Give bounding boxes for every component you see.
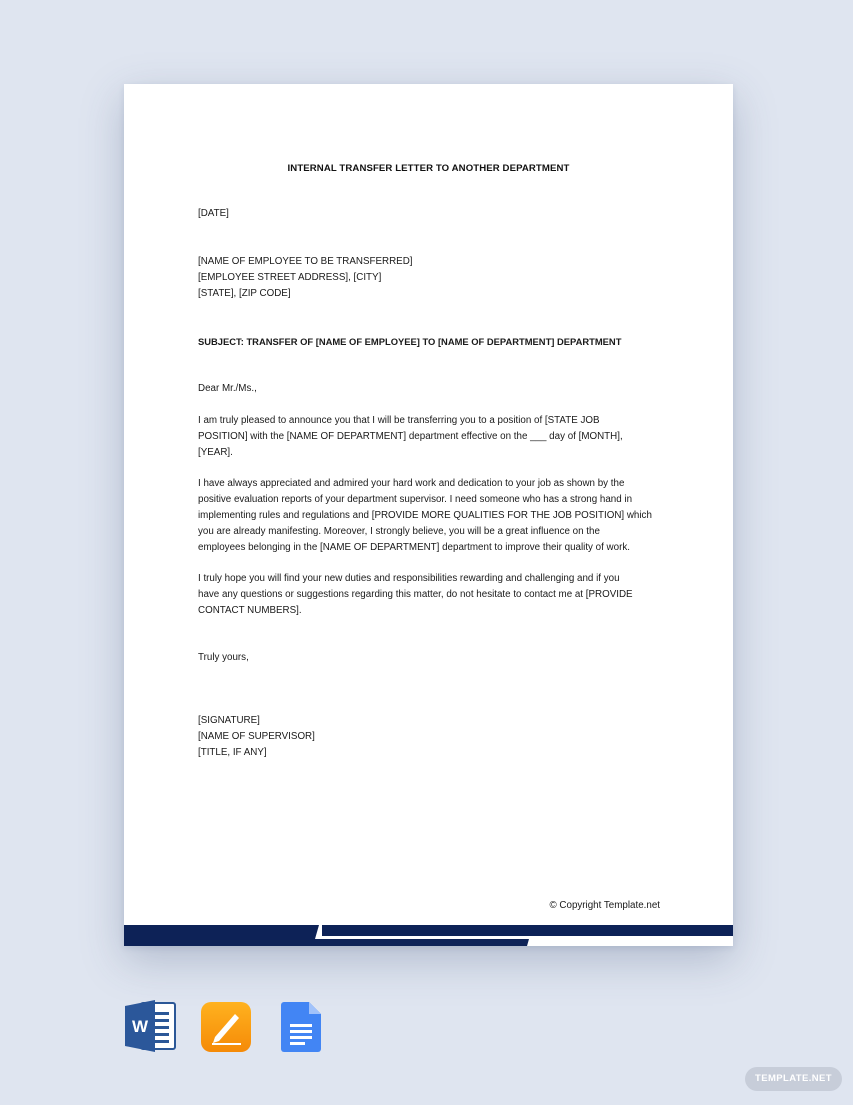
recipient-address: [198, 254, 668, 302]
closing: [198, 650, 668, 666]
paragraph-line: [YEAR].: [198, 447, 233, 458]
date-text: [DATE]: [198, 208, 229, 219]
paragraph-line: employees belonging in the [NAME OF DEPARTMENT] department to improve their quality of work.: [198, 542, 630, 553]
recipient-line: [STATE], [ZIP CODE]: [198, 288, 291, 299]
copyright-notice: © Copyright Template.net: [549, 900, 660, 911]
paragraph-line: CONTACT NUMBERS].: [198, 605, 302, 616]
closing-text: Truly yours,: [198, 652, 249, 663]
paragraph-1: [198, 413, 668, 461]
paragraph-line: I truly hope you will find your new duties and responsibilities rewarding and challenging and if you: [198, 573, 620, 584]
footer-band-right: [322, 925, 733, 936]
document-page: [124, 84, 733, 946]
paragraph-3: [198, 571, 668, 619]
signature-line: [TITLE, IF ANY]: [198, 747, 267, 758]
paragraph-line: implementing rules and regulations and [PROVIDE MORE QUALITIES FOR THE JOB POSITION] which: [198, 510, 652, 521]
template-net-logo: TEMPLATE.NET: [745, 1067, 842, 1091]
recipient-line: [EMPLOYEE STREET ADDRESS], [CITY]: [198, 272, 382, 283]
paragraph-line: positive evaluation reports of your department supervisor. I need someone who has a strong hand in: [198, 494, 633, 505]
document-title: INTERNAL TRANSFER LETTER TO ANOTHER DEPARTMENT: [287, 163, 570, 174]
footer-band: [124, 924, 733, 946]
footer-band-lower: [311, 939, 529, 946]
subject-text: SUBJECT: TRANSFER OF [NAME OF EMPLOYEE] TO [NAME OF DEPARTMENT] DEPARTMENT: [198, 336, 622, 347]
paragraph-line: I have always appreciated and admired your hard work and dedication to your job as shown by the: [198, 478, 625, 489]
paragraph-line: POSITION] with the [NAME OF DEPARTMENT] department effective on the ___ day of [MONTH],: [198, 431, 623, 442]
salutation-text: Dear Mr./Ms.,: [198, 383, 257, 394]
word-icon-letter: W: [131, 1017, 149, 1036]
paragraph-line: I am truly pleased to announce you that I will be transferring you to a position of [STATE JOB: [198, 415, 600, 426]
paragraph-line: have any questions or suggestions regarding this matter, do not hesitate to contact me at [PROVIDE: [198, 589, 633, 600]
salutation: [198, 381, 668, 397]
date-field: [198, 206, 668, 222]
signature-line: [NAME OF SUPERVISOR]: [198, 731, 315, 742]
signature-block: [198, 713, 668, 761]
apple-pages-icon[interactable]: [201, 1002, 251, 1054]
paragraph-2: [198, 476, 668, 556]
footer-band-left: [124, 925, 319, 946]
google-docs-icon[interactable]: [281, 1002, 331, 1054]
recipient-line: [NAME OF EMPLOYEE TO BE TRANSFERRED]: [198, 256, 413, 267]
paragraph-line: you are already manifesting. Moreover, I strongly believe, you will be a great influence on the: [198, 526, 600, 537]
subject-line: [198, 334, 668, 350]
signature-line: [SIGNATURE]: [198, 715, 260, 726]
microsoft-word-icon[interactable]: [125, 1000, 175, 1052]
